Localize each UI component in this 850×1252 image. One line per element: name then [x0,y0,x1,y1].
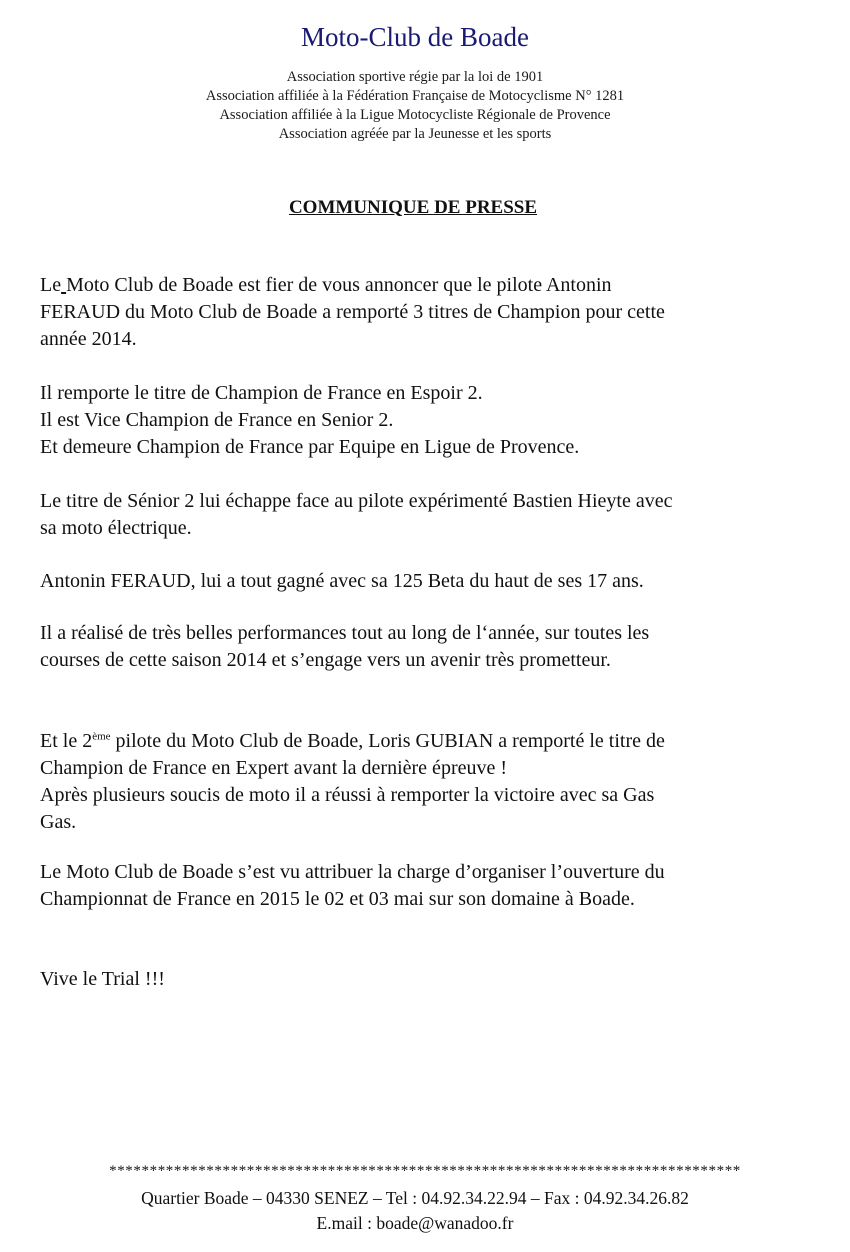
paragraph-second-pilot [40,728,810,836]
text-run: Et le 2 [40,730,93,752]
paragraph-line [40,728,810,755]
paragraph-line: Il a réalisé de très belles performances tout au long de l‘année, sur toutes les [40,622,650,644]
paragraph-championship [40,859,810,913]
paragraph-beta [40,568,810,595]
paragraph-line: Antonin FERAUD, lui a tout gagné avec sa 125 Beta du haut de ses 17 ans. [40,570,644,592]
paragraph-line: Il est Vice Champion de France en Senior 2. [40,409,394,431]
text-run: pilote du Moto Club de Boade, Loris GUBIAN a remporté le titre de [110,730,665,752]
paragraph-line: Le titre de Sénior 2 lui échappe face au pilote expérimenté Bastien Hieyte avec [40,490,673,512]
paragraph-line: Champion de France en Expert avant la dernière épreuve ! [40,757,508,779]
paragraph-line: Le Moto Club de Boade s’est vu attribuer la charge d’organiser l’ouverture du [40,861,665,883]
press-title-text: COMMUNIQUE DE PRESSE [288,197,538,218]
paragraph-performance [40,620,810,674]
footer-contact [0,1186,830,1236]
paragraph-line [40,272,810,299]
paragraph-line: Championnat de France en 2015 le 02 et 03 mai sur son domaine à Boade. [40,888,635,910]
footer-separator: ****************************************************************************** [109,1163,741,1179]
superscript: ème [92,730,111,743]
paragraph-senior [40,488,810,542]
affiliation-line: Association sportive régie par la loi de 1901 [286,69,544,85]
affiliation-line: Association affiliée à la Ligue Motocycliste Régionale de Provence [219,107,611,123]
affiliation-line: Association affiliée à la Fédération Française de Motocyclisme N° 1281 [205,88,625,104]
club-name: Moto-Club de Boade [301,22,529,52]
paragraph-closing [40,966,810,993]
paragraph-line: Et demeure Champion de France par Equipe en Ligue de Provence. [40,436,580,458]
footer-address: Quartier Boade – 04330 SENEZ – Tel : 04.92.34.22.94 – Fax : 04.92.34.26.82 [141,1188,689,1208]
paragraph-line: FERAUD du Moto Club de Boade a remporté 3 titres de Champion pour cette [40,301,665,323]
text-run: Le [40,274,62,296]
paragraph-line: Vive le Trial !!! [40,968,165,990]
press-title [0,197,826,219]
affiliation-line: Association agréée par la Jeunesse et les sports [278,126,552,142]
paragraph-line: Gas. [40,811,77,833]
paragraph-line: sa moto électrique. [40,517,192,539]
paragraph-announcement [40,272,810,353]
paragraph-line: courses de cette saison 2014 et s’engage vers un avenir très prometteur. [40,649,611,671]
text-run: Moto Club de Boade est fier de vous annoncer que le pilote Antonin [66,274,612,296]
paragraph-line: Il remporte le titre de Champion de France en Espoir 2. [40,382,483,404]
affiliations-block [0,68,830,144]
footer-email: E.mail : boade@wanadoo.fr [316,1213,514,1233]
paragraph-line: Après plusieurs soucis de moto il a réussi à remporter la victoire avec sa Gas [40,784,655,806]
paragraph-line: année 2014. [40,328,137,350]
paragraph-titles [40,380,810,461]
